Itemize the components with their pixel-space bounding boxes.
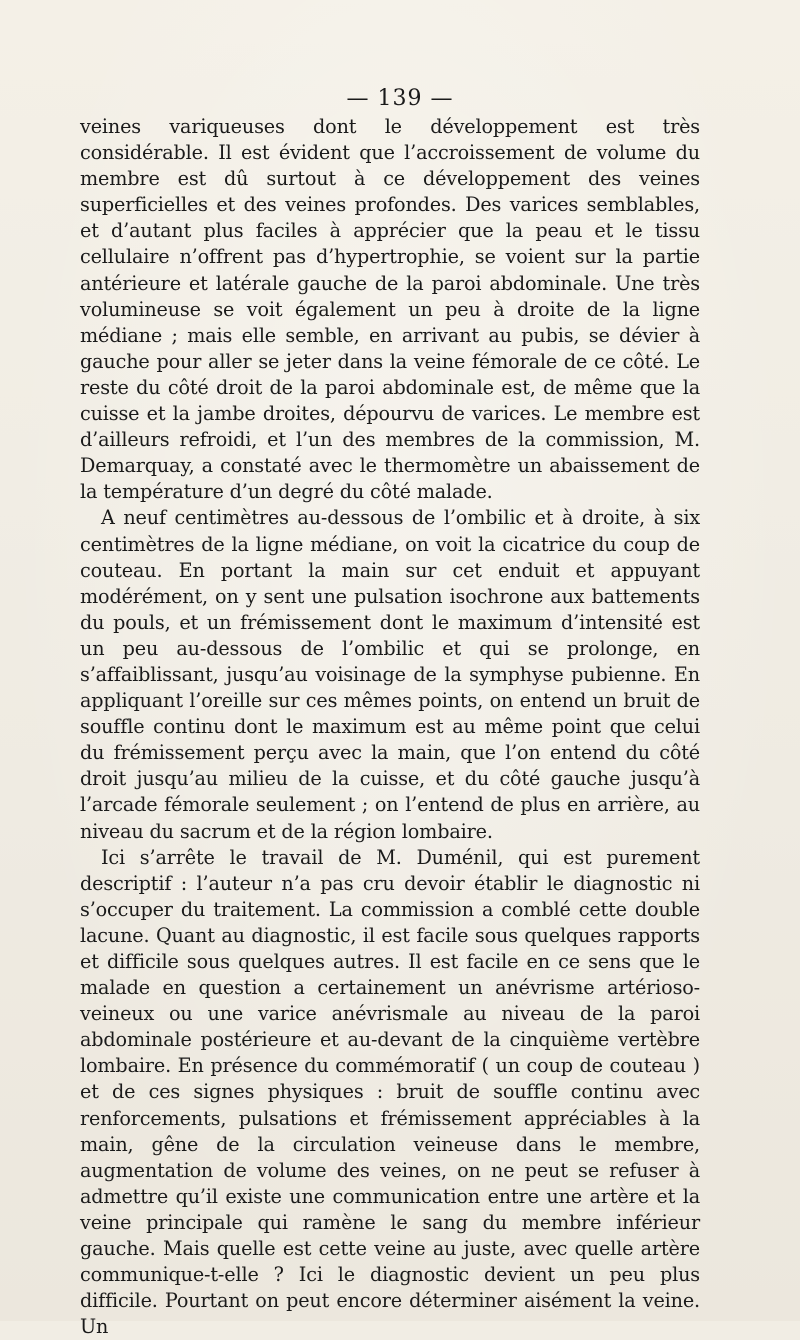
paragraph-2: A neuf centimètres au-dessous de l’ombilic et à droite, à six centimètres de la ligne médiane, on voit la cicatrice du coup de couteau. En portant la main sur cet enduit et appuyant modérément, on y sent une pulsation isochrone aux battements du pouls, et un frémissement dont le maximum d’intensité est un peu au-dessous de l’ombilic et qui se prolonge, en s’affaiblissant, jusqu’au voisinage de la symphyse pubienne. En appliquant l’oreille sur ces mêmes points, on entend un bruit de souffle continu dont le maximum est au même point que celui du frémissement perçu avec la main, que l’on entend du côté droit jusqu’au milieu de la cuisse, et du côté gauche jusqu’à l’arcade fémorale seulement ; on l’entend de plus en arrière, au niveau du sacrum et de la région lombaire. xyxy=(80,506,700,843)
paragraph-3: Ici s’arrête le travail de M. Duménil, qui est purement descriptif : l’auteur n’a pas cru devoir établir le diagnostic ni s’occuper du traitement. La commission a comblé cette double lacune. Quant au diagnostic, il est facile sous quelques rapports et difficile sous quelques autres. Il est facile en ce sens que le malade en question a certainement un anévrisme artérioso-veineux ou une varice anévrismale au niveau de la paroi abdominale postérieure et au-devant de la cinquième vertèbre lombaire. En présence du commémoratif ( un coup de couteau ) et de ces signes physiques : bruit de souffle continu avec renforcements, pulsations et frémissement appréciables à la main, gêne de la circulation veineuse dans le membre, augmentation de volume des veines, on ne peut se refuser à admettre qu’il existe une communication entre une artère et la veine principale qui ramène le sang du membre inférieur gauche. Mais quelle est cette veine au juste, avec quelle artère communique-t-elle ? Ici le diagnostic devient un peu plus difficile. Pourtant on peut encore déterminer aisément la veine. Un xyxy=(80,845,700,1339)
paragraph-1: veines variqueuses dont le développement est très considérable. Il est évident que l’accroissement de volume du membre est dû surtout à ce développement des veines superficielles et des veines profondes. Des varices semblables, et d’autant plus faciles à apprécier que la peau et le tissu cellulaire n’offrent pas d’hypertrophie, se voient sur la partie antérieure et latérale gauche de la paroi abdominale. Une très volumineuse se voit également un peu à droite de la ligne médiane ; mais elle semble, en arrivant au pubis, se dévier à gauche pour aller se jeter dans la veine fémorale de ce côté. Le reste du côté droit de la paroi abdominale est, de même que la cuisse et la jambe droites, dépourvu de varices. Le membre est d’ailleurs refroidi, et l’un des membres de la commission, M. Demarquay, a constaté avec le thermomètre un abaissement de la température d’un degré du côté malade. xyxy=(80,115,700,504)
body-text xyxy=(80,114,700,1340)
page-number: — 139 — xyxy=(346,86,454,111)
